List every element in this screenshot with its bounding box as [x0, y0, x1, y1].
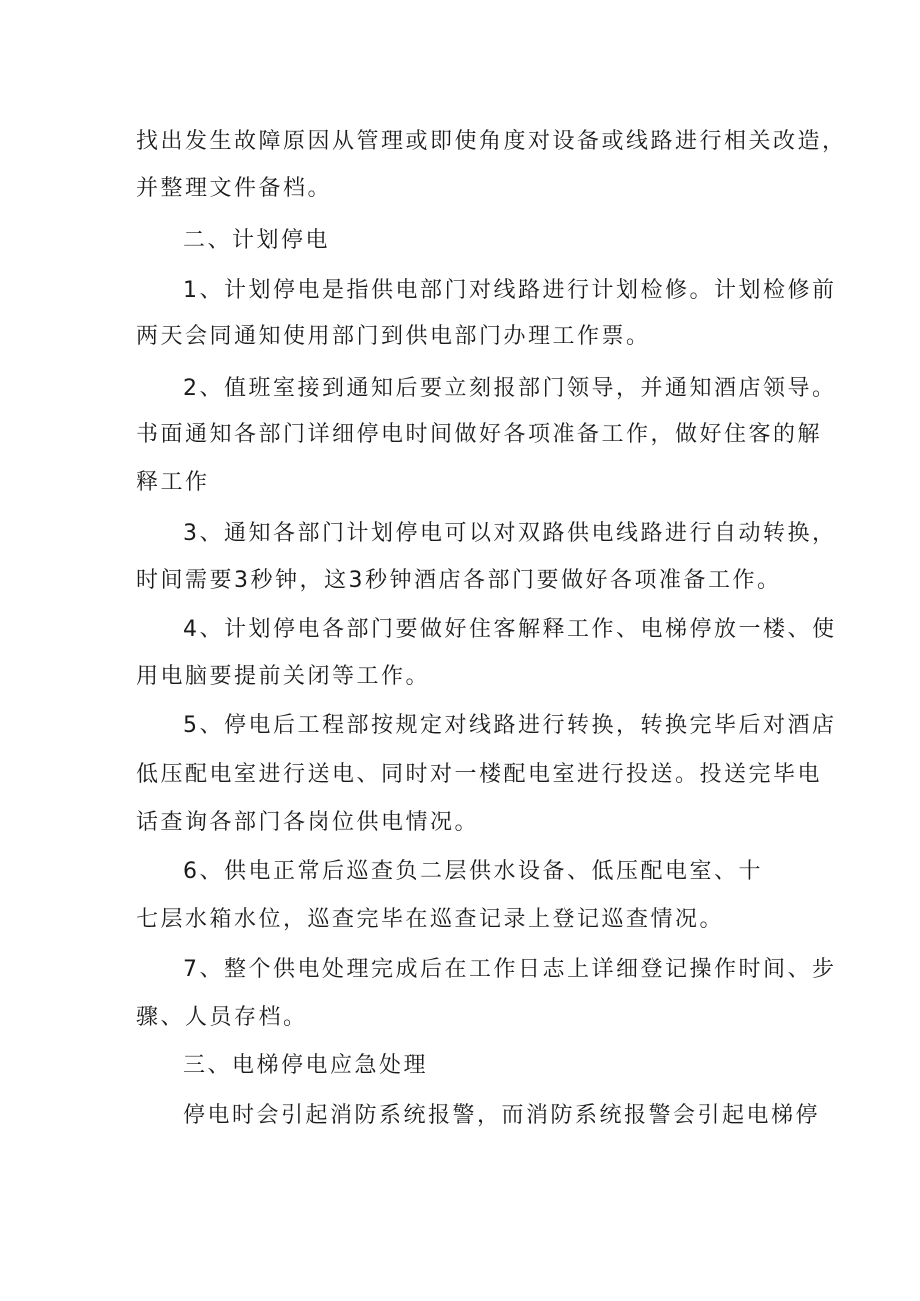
text-line: 七层水箱水位，巡查完毕在巡查记录上登记巡查情况。 — [136, 907, 725, 932]
section-heading: 二、计划停电 — [183, 228, 331, 253]
text-line: 两天会同通知使用部门到供电部门办理工作票。 — [136, 324, 651, 349]
text-line: 找出发生故障原因从管理或即使角度对设备或线路进行相关改造， — [136, 129, 847, 154]
text-line: 骤、人员存档。 — [136, 1005, 308, 1030]
text-line: 6、供电正常后巡查负二层供水设备、低压配电室、十 — [183, 859, 763, 884]
text-line: 释工作 — [136, 470, 210, 495]
text-line: 5、停电后工程部按规定对线路进行转换，转换完毕后对酒店 — [183, 713, 837, 738]
text-line: 1、计划停电是指供电部门对线路进行计划检修。计划检修前 — [183, 278, 837, 303]
text-line: 7、整个供电处理完成后在工作日志上详细登记操作时间、步 — [183, 957, 837, 982]
text-line: 3、通知各部门计划停电可以对双路供电线路进行自动转换， — [183, 521, 837, 546]
text-line: 用电脑要提前关闭等工作。 — [136, 664, 431, 689]
text-line: 并整理文件备档。 — [136, 176, 333, 201]
text-line: 时间需要3秒钟，这3秒钟酒店各部门要做好各项准备工作。 — [136, 568, 782, 593]
text-line: 书面通知各部门详细停电时间做好各项准备工作，做好住客的解 — [136, 422, 823, 447]
text-line: 停电时会引起消防系统报警，而消防系统报警会引起电梯停 — [183, 1103, 821, 1128]
text-line: 话查询各部门各岗位供电情况。 — [136, 810, 480, 835]
section-heading: 三、电梯停电应急处理 — [183, 1053, 429, 1078]
text-line: 低压配电室进行送电、同时对一楼配电室进行投送。投送完毕电 — [136, 762, 823, 787]
text-line: 2、值班室接到通知后要立刻报部门领导，并通知酒店领导。 — [183, 376, 837, 401]
text-line: 4、计划停电各部门要做好住客解释工作、电梯停放一楼、使 — [183, 617, 837, 642]
